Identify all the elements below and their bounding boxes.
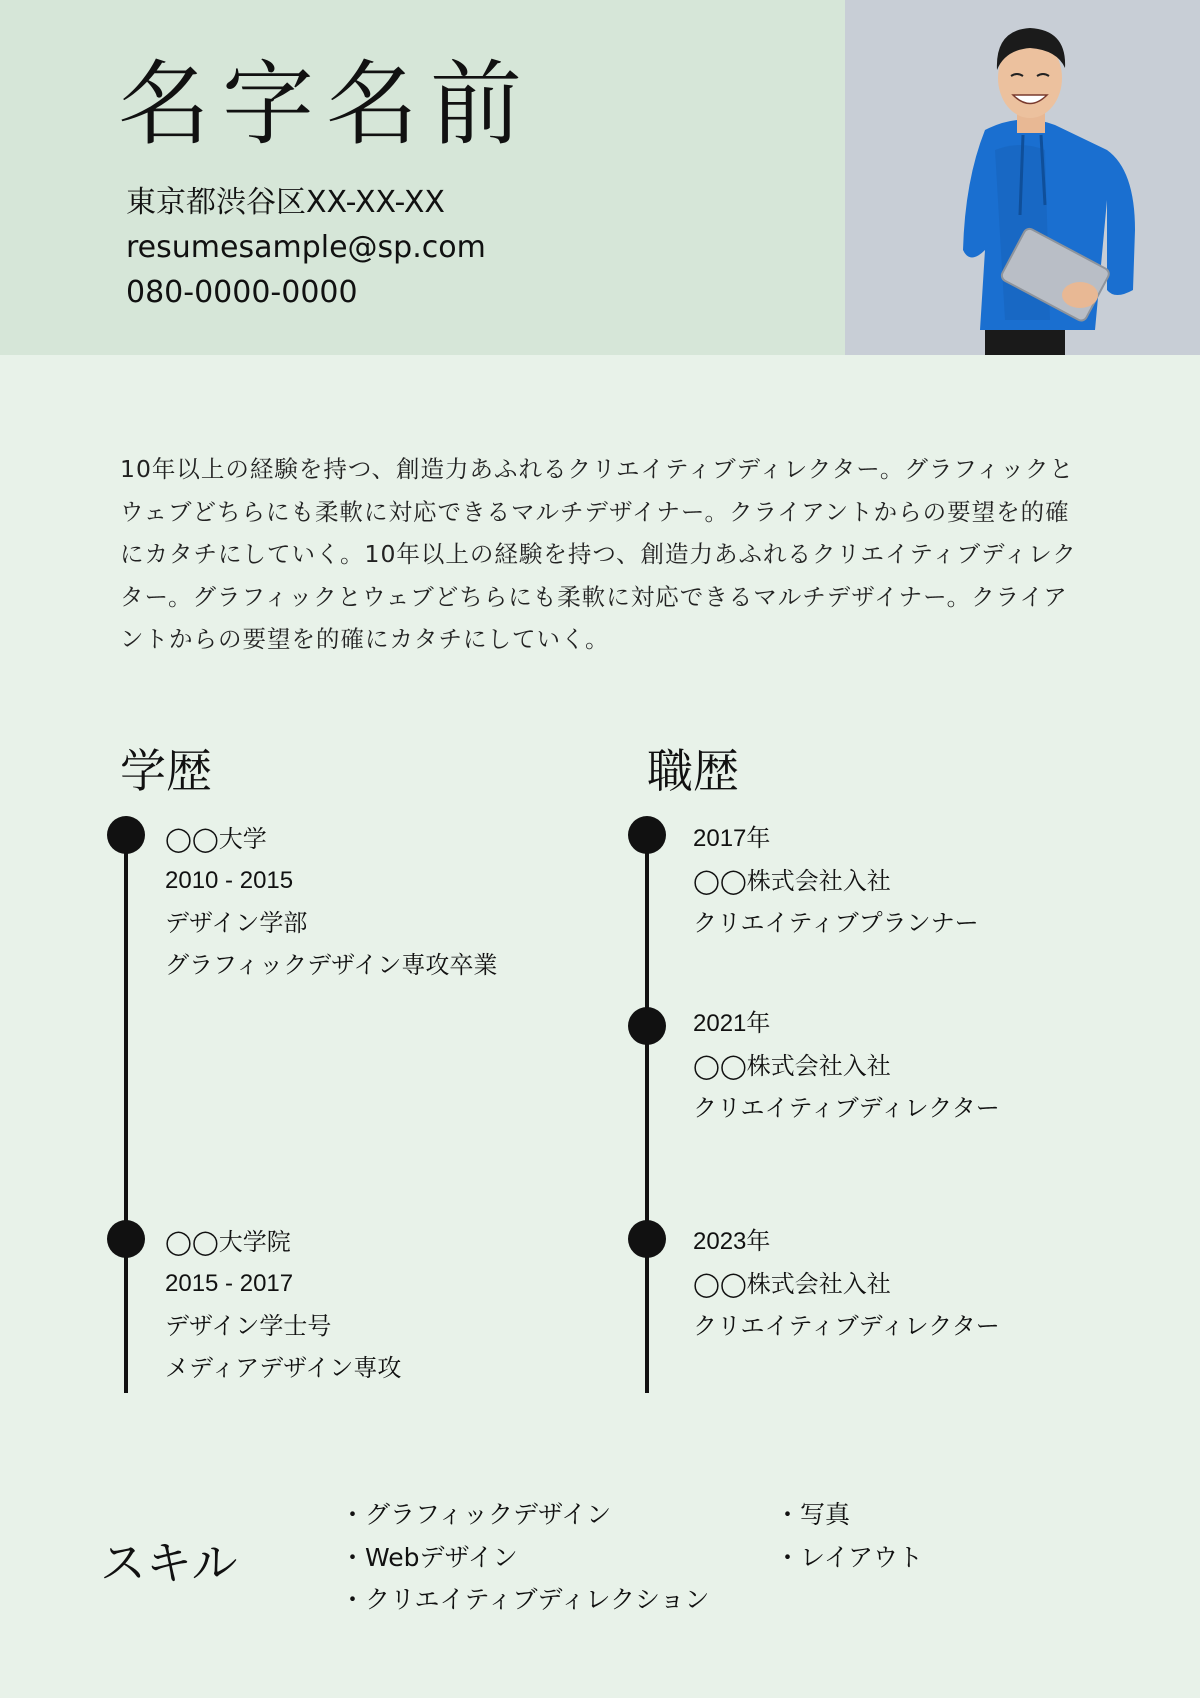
school-years: 2010 - 2015: [165, 867, 294, 894]
address: 東京都渋谷区XX-XX-XX: [126, 185, 445, 220]
career-year: 2021年: [693, 1010, 771, 1037]
school-detail: メディアデザイン専攻: [165, 1354, 402, 1382]
header-panel: [0, 0, 845, 355]
candidate-name: 名字名前: [118, 51, 535, 158]
education-timeline-line: [124, 835, 128, 1393]
skills-list-2: [775, 1494, 923, 1579]
school-name: ◯◯大学: [165, 825, 267, 853]
career-company: ◯◯株式会社入社: [693, 1270, 891, 1298]
person-illustration: [845, 0, 1200, 355]
education-entry-2: [165, 1221, 401, 1389]
skill-item: ・写真: [775, 1500, 851, 1529]
phone: 080-0000-0000: [126, 275, 358, 310]
career-role: クリエイティブディレクター: [693, 1094, 1000, 1122]
career-role: クリエイティブディレクター: [693, 1312, 1000, 1340]
education-dot-2: [107, 1220, 145, 1258]
skill-item: ・クリエイティブディレクション: [340, 1585, 710, 1614]
career-company: ◯◯株式会社入社: [693, 1052, 891, 1080]
school-degree: デザイン学部: [165, 909, 308, 937]
career-entry-1: [693, 818, 979, 944]
skill-item: ・レイアウト: [775, 1542, 924, 1572]
profile-summary: 10年以上の経験を持つ、創造力あふれるクリエイティブディレクター。グラフィックとウェブどちらにも柔軟に対応できるマルチデザイナー。クライアントからの要望を的確にカタチにしていく。10年以上の経験を持つ、創造力あふれるクリエイティブディレクター。グラフィックとウェブどちらにも柔軟に対応できるマルチデザイナー。クライアントからの要望を的確にカタチにしていく。: [120, 455, 1077, 653]
career-role: クリエイティブプランナー: [693, 909, 979, 937]
contact-block: [126, 180, 486, 315]
career-entry-3: [693, 1221, 1000, 1347]
school-name: ◯◯大学院: [165, 1228, 291, 1256]
email: resumesample@sp.com: [126, 230, 486, 265]
career-year: 2017年: [693, 825, 771, 852]
skill-item: ・Webデザイン: [340, 1542, 518, 1572]
skill-item: ・グラフィックデザイン: [340, 1500, 612, 1529]
education-dot-1: [107, 816, 145, 854]
career-dot-1: [628, 816, 666, 854]
career-company: ◯◯株式会社入社: [693, 867, 891, 895]
skills-list-1: [340, 1494, 710, 1622]
school-detail: グラフィックデザイン専攻卒業: [165, 951, 498, 979]
career-dot-2: [628, 1007, 666, 1045]
education-entry-1: [165, 818, 497, 986]
education-title: 学歴: [120, 744, 212, 798]
career-year: 2023年: [693, 1228, 771, 1255]
career-title: 職歴: [647, 744, 739, 798]
skills-title: スキル: [100, 1536, 238, 1590]
career-dot-3: [628, 1220, 666, 1258]
school-years: 2015 - 2017: [165, 1270, 294, 1297]
school-degree: デザイン学士号: [165, 1312, 332, 1340]
career-entry-2: [693, 1003, 1000, 1129]
profile-photo: [845, 0, 1200, 355]
career-timeline-line: [645, 835, 649, 1393]
